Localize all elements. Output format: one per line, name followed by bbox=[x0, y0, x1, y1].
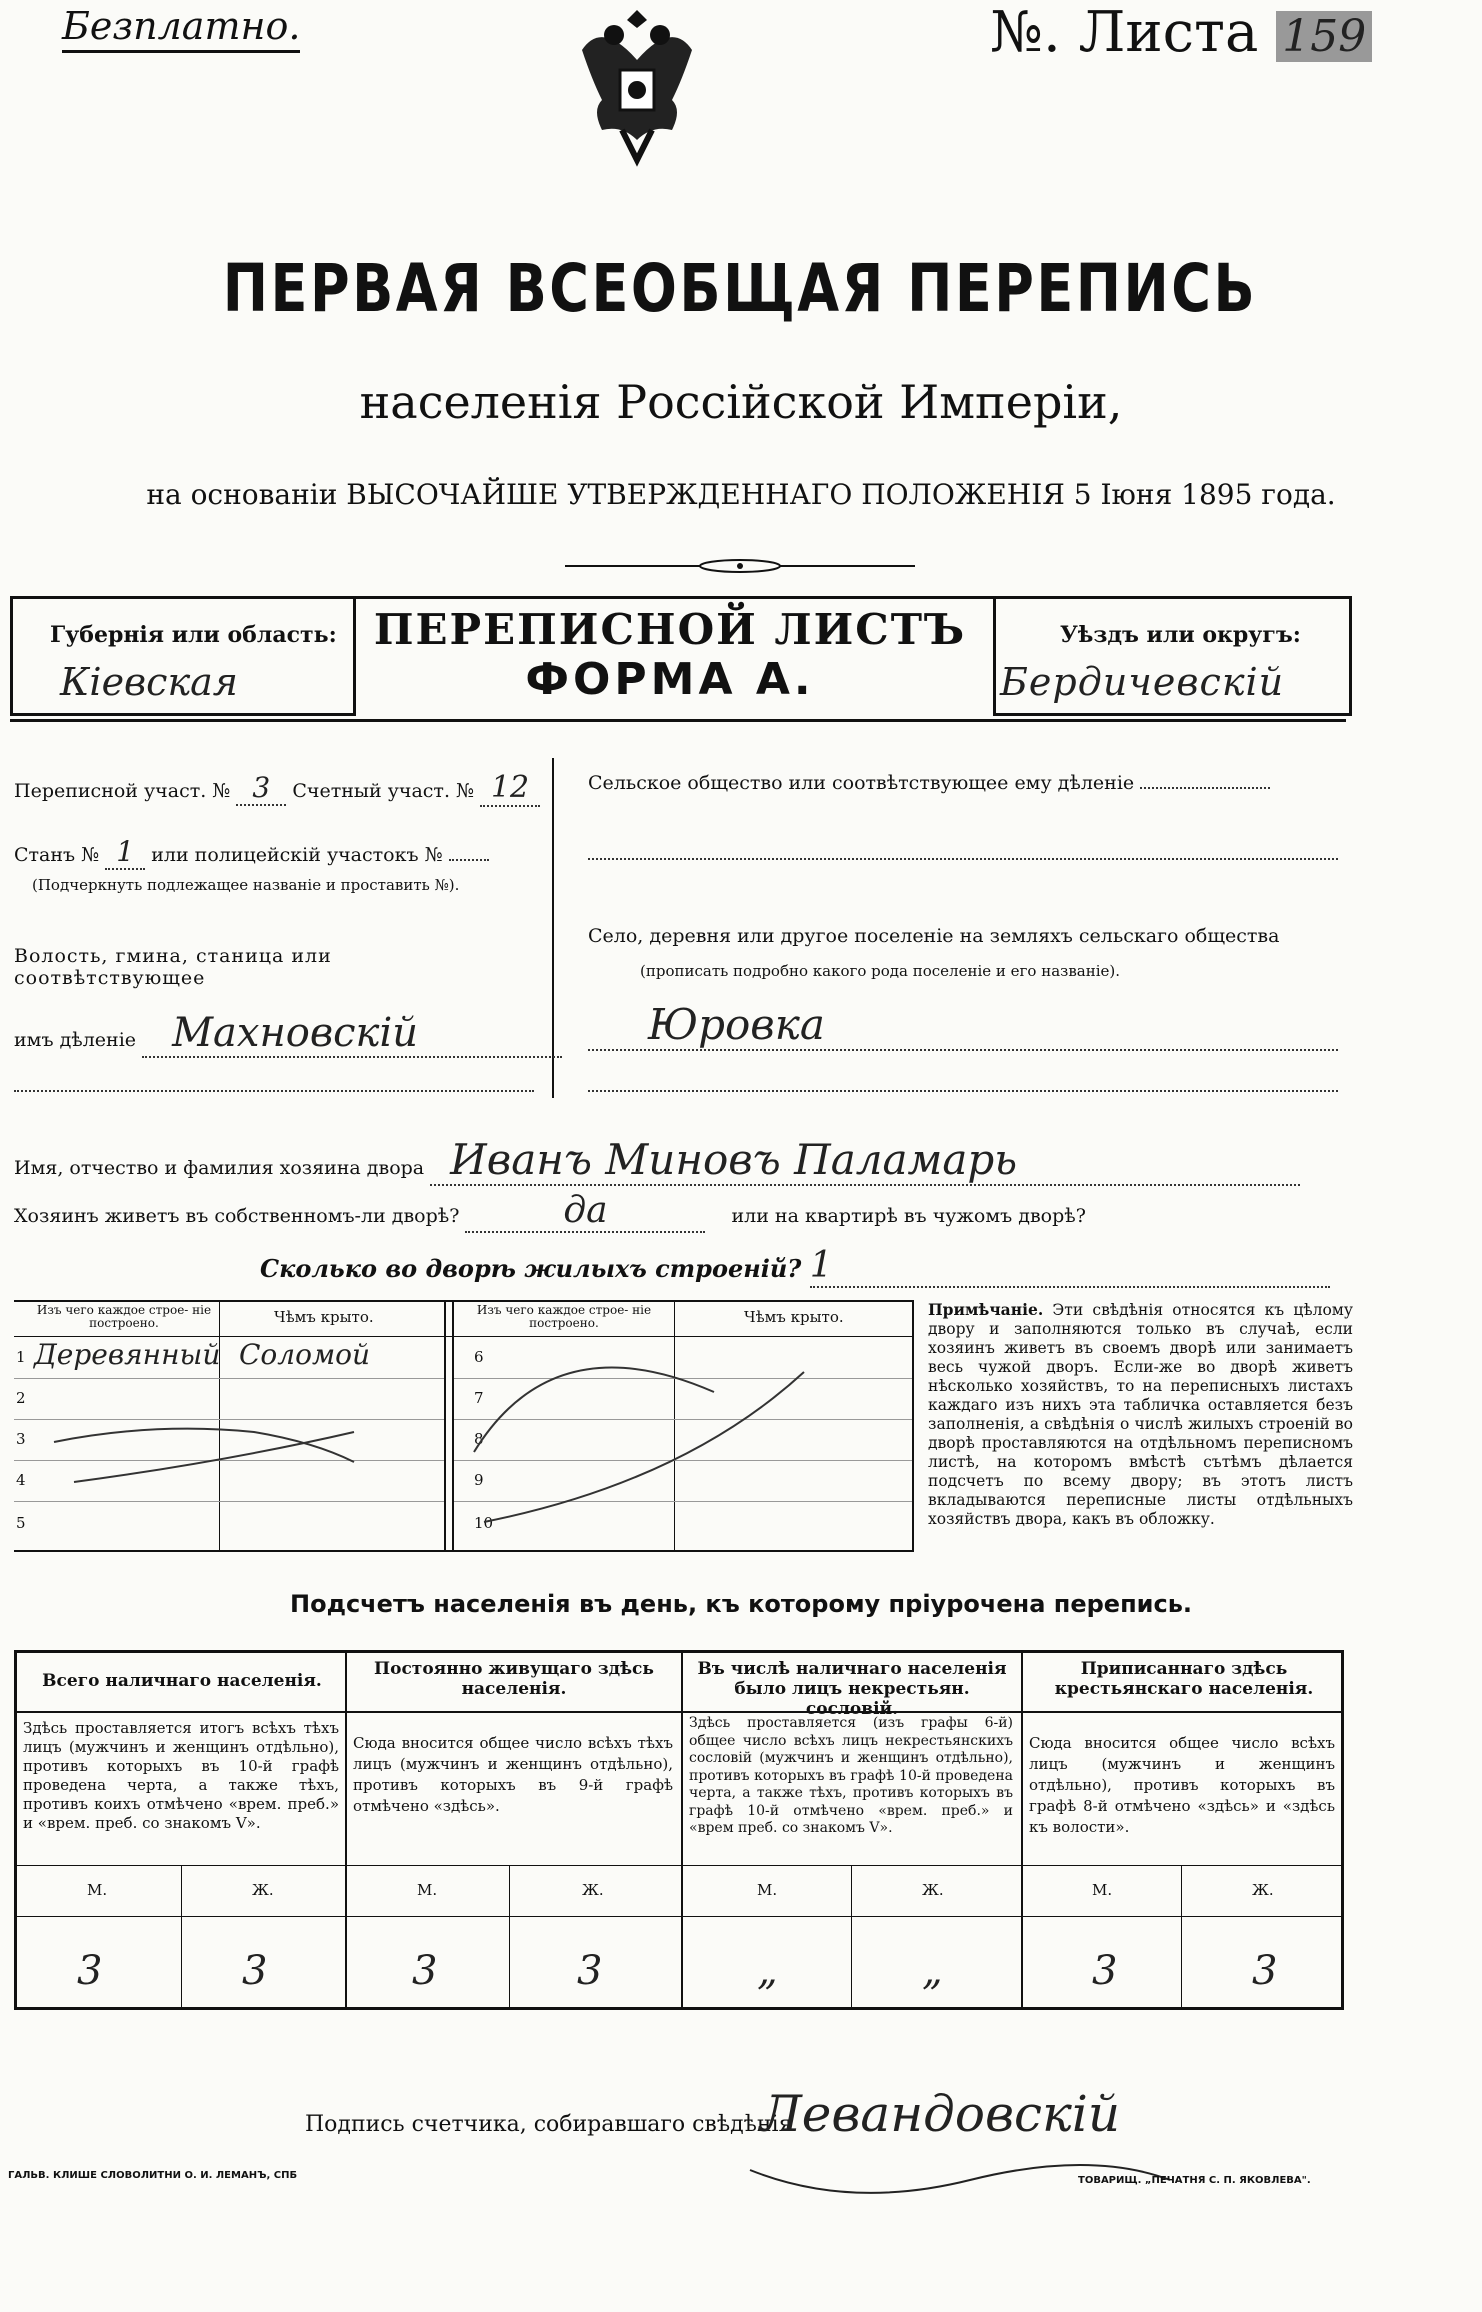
population-table bbox=[14, 1650, 1344, 2010]
table-row: 10 bbox=[474, 1514, 494, 1532]
owner-name-value: Иванъ Миновъ Паламарь bbox=[430, 1135, 1300, 1186]
group-2-f: 3 bbox=[577, 1948, 603, 1994]
printer-left: ГАЛЬВ. КЛИШЕ СЛОВОЛИТНИ О. И. ЛЕМАНЪ, СПБ bbox=[8, 2170, 298, 2181]
sheet-number-label: №. Листа 159 bbox=[990, 0, 1372, 70]
table-row: 5 bbox=[16, 1514, 26, 1532]
form-title: ПЕРЕПИСНОЙ ЛИСТЪ ФОРМА А. bbox=[373, 605, 967, 705]
buildings-table bbox=[14, 1300, 914, 1552]
district-label: Уѣздъ или округъ: bbox=[1060, 622, 1301, 648]
group-3-m: „ bbox=[757, 1948, 778, 1994]
f-label-1: Ж. bbox=[252, 1881, 274, 1899]
note-text: Эти свѣдѣнія относятся къ цѣлому двору и заполняются только въ случаѣ, если хозяинъ живетъ въ своемъ дворѣ или занимаетъ весь чужой дворъ. Если-же во дворѣ живетъ нѣсколько хозяйствъ, то на переписныхъ листахъ каждаго изъ нихъ эта табличка оставляется безъ заполненія, а свѣдѣнія о числѣ жилыхъ строеній во дворѣ проставляются на отдѣльномъ переписномъ листѣ, на которомъ вмѣстѣ сътѣмъ дѣлается подсчетъ по всему двору; въ этотъ листъ вкладываются переписные листы отдѣльныхъ хозяйствъ двора, какъ въ обложку. bbox=[928, 1301, 1353, 1528]
table-row: 1 Деревянный Соломой bbox=[14, 1336, 444, 1379]
m-label-1: М. bbox=[87, 1881, 108, 1899]
province-value: Кіевская bbox=[60, 660, 238, 704]
f-label-2: Ж. bbox=[582, 1881, 604, 1899]
f-label-4: Ж. bbox=[1252, 1881, 1274, 1899]
sheet-number-value: 159 bbox=[1276, 11, 1372, 62]
group-1-head: Всего наличнаго населенія. bbox=[42, 1671, 322, 1691]
census-section-value: 3 bbox=[236, 771, 286, 806]
group-1-m: 3 bbox=[77, 1948, 103, 1994]
group-4-head: Приписаннаго здѣсь крестьянскаго населенія. bbox=[1054, 1659, 1314, 1699]
note-head: Примѣчаніе. bbox=[928, 1300, 1044, 1319]
m-label-3: М. bbox=[757, 1881, 778, 1899]
group-2-head: Постоянно живущаго здѣсь населенія. bbox=[374, 1659, 654, 1699]
group-3-head: Въ числѣ наличнаго населенія было лицъ некрестьян. сословій. bbox=[697, 1659, 1007, 1719]
buildings-col2-head: Чѣмъ крыто. bbox=[274, 1308, 374, 1326]
group-1-desc: Здѣсь проставляется итогъ всѣхъ тѣхъ лицъ (мужчинъ и женщинъ отдѣльно), противъ которыхъ въ 10-й графѣ проведена черта, а также тѣхъ, противъ коихъ отмѣчено «врем. преб.» и «врем. преб. со знакомъ V». bbox=[23, 1719, 339, 1832]
group-2-desc: Сюда вносится общее число всѣхъ тѣхъ лицъ (мужчинъ и женщинъ отдѣльно), противъ которыхъ въ 9-й графѣ отмѣчено «здѣсь». bbox=[353, 1734, 673, 1815]
table-row: 7 bbox=[454, 1379, 912, 1420]
table-row: 6 bbox=[454, 1336, 912, 1379]
buildings-row: Сколько во дворѣ жилыхъ строеній? 1 bbox=[260, 1245, 1260, 1288]
building-material: Деревянный bbox=[34, 1338, 221, 1371]
m-label-2: М. bbox=[417, 1881, 438, 1899]
note-block bbox=[928, 1300, 1353, 1529]
ornament-divider bbox=[565, 558, 915, 568]
group-3-f: „ bbox=[922, 1948, 943, 1994]
district-value: Бердичевскій bbox=[1000, 660, 1285, 704]
strike-through-marks bbox=[14, 1302, 914, 1550]
census-section-row: Переписной участ. № 3 Счетный участ. № 12 bbox=[14, 770, 534, 807]
owner-name-row: Имя, отчество и фамилия хозяина двора Иванъ Миновъ Паламарь bbox=[14, 1135, 1344, 1186]
group-4-desc: Сюда вносится общее число всѣхъ лицъ (мужчинъ и женщинъ отдѣльно), противъ которыхъ въ графѣ 8-й отмѣчено «здѣсь» и «здѣсь къ волости». bbox=[1029, 1734, 1335, 1836]
camp-row: Станъ № 1 или полицейскій участокъ № bbox=[14, 835, 534, 870]
free-label: Безплатно. bbox=[62, 2, 300, 53]
owner-lives-value: да bbox=[465, 1190, 705, 1233]
table-row: 8 bbox=[454, 1420, 912, 1461]
group-2-m: 3 bbox=[412, 1948, 438, 1994]
village-note: (прописать подробно какого рода поселеніе и его названіе). bbox=[640, 962, 1120, 980]
table-row: 3 bbox=[14, 1420, 444, 1461]
division-blank-line bbox=[14, 1090, 534, 1092]
f-label-3: Ж. bbox=[922, 1881, 944, 1899]
society-blank-line bbox=[588, 858, 1338, 860]
owner-lives-row: Хозяинъ живетъ въ собственномъ-ли дворѣ? да или на квартирѣ въ чужомъ дворѣ? bbox=[14, 1190, 1086, 1231]
decree-line: на основаніи ВЫСОЧАЙШЕ УТВЕРЖДЕННАГО ПОЛОЖЕНІЯ 5 Іюня 1895 года. bbox=[146, 478, 1336, 511]
table-row: 4 bbox=[14, 1461, 444, 1502]
province-label: Губернія или область: bbox=[50, 622, 337, 648]
group-1-f: 3 bbox=[242, 1948, 268, 1994]
village-value: Юровка bbox=[588, 1000, 1338, 1051]
buildings-col3-head: Изъ чего каждое строе- ніе построено. bbox=[476, 1303, 652, 1330]
group-4-f: 3 bbox=[1252, 1948, 1278, 1994]
m-label-4: М. bbox=[1092, 1881, 1113, 1899]
building-roof: Соломой bbox=[239, 1338, 371, 1371]
volost-label: Волость, гмина, станица или соотвѣтствующее bbox=[14, 945, 332, 989]
buildings-col4-head: Чѣмъ крыто. bbox=[744, 1308, 844, 1326]
subtitle: населенія Россійской Имперіи, bbox=[359, 375, 1123, 429]
society-row: Сельское общество или соотвѣтствующее ему дѣленіе bbox=[588, 772, 1338, 794]
signature-flourish bbox=[740, 2140, 1180, 2200]
buildings-value: 1 bbox=[810, 1245, 1330, 1288]
group-3-desc: Здѣсь проставляется (изъ графы 6-й) общее число всѣхъ лицъ некрестьянскихъ сословій (мужчинъ и женщинъ отдѣльно), противъ которыхъ въ графѣ 10-й проведена черта, а также тѣхъ, противъ которыхъ въ графѣ 10-й отмѣчено «врем. преб.» и «врем преб. со знакомъ V». bbox=[689, 1715, 1013, 1836]
village-blank-line bbox=[588, 1090, 1338, 1092]
underline-note: (Подчеркнуть подлежащее названіе и проставить №). bbox=[32, 876, 460, 894]
signature-label: Подпись счетчика, собиравшаго свѣдѣнія bbox=[305, 2112, 793, 2137]
population-title: Подсчетъ населенія въ день, къ которому пріурочена перепись. bbox=[290, 1590, 1192, 1618]
buildings-col1-head: Изъ чего каждое строе- ніе построено. bbox=[36, 1303, 212, 1330]
group-4-m: 3 bbox=[1092, 1948, 1118, 1994]
main-title: ПЕРВАЯ ВСЕОБЩАЯ ПЕРЕПИСЬ bbox=[222, 250, 1258, 327]
division-value: Махновскій bbox=[142, 1010, 562, 1058]
division-row: имъ дѣленіе Махновскій bbox=[14, 1010, 534, 1058]
count-section-value: 12 bbox=[480, 770, 540, 807]
village-label: Село, деревня или другое поселеніе на земляхъ сельскаго общества bbox=[588, 925, 1280, 947]
coat-of-arms bbox=[562, 0, 712, 185]
signature-value: Левандовскій bbox=[760, 2085, 1121, 2143]
table-row: 9 bbox=[454, 1461, 912, 1502]
camp-value: 1 bbox=[105, 835, 145, 870]
table-row: 2 bbox=[14, 1379, 444, 1420]
printer-right: ТОВАРИЩ. „ПЕЧАТНЯ С. П. ЯКОВЛЕВА". bbox=[1078, 2175, 1311, 2186]
